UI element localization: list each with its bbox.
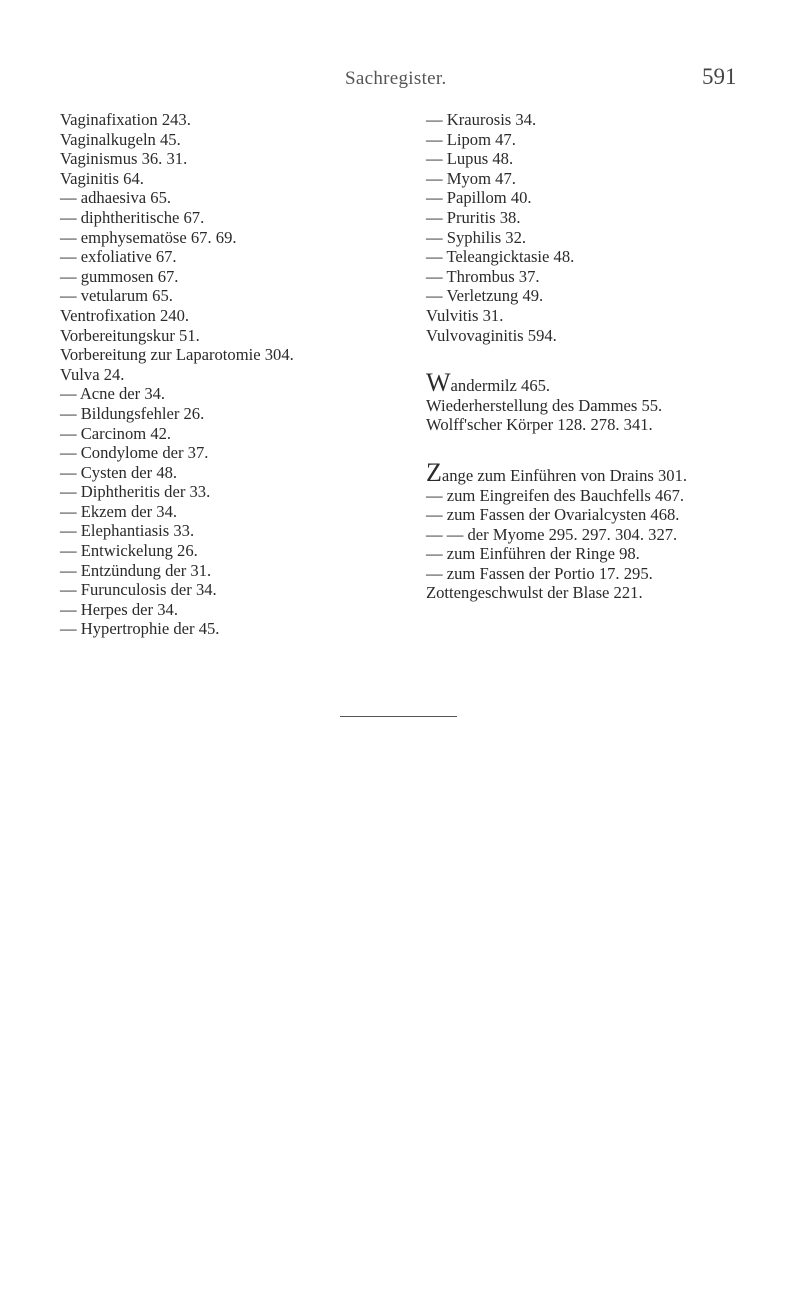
index-subentry: — Kraurosis 34. [426, 110, 537, 129]
index-subentry: — diphtheritische 67. [60, 207, 205, 227]
index-subentry: — Entwickelung 26. [60, 541, 198, 561]
index-subentry: — Thrombus 37. [426, 266, 540, 286]
index-subentry: — — der Myome 295. 297. 304. 327. [426, 524, 678, 544]
index-subentry: — Teleangicktasie 48. [426, 247, 575, 267]
index-subentry: — gummosen 67. [60, 266, 179, 286]
index-entry: Vorbereitungskur 51. [60, 325, 200, 345]
running-header: Sachregister. [345, 68, 447, 89]
index-entry: Vaginalkugeln 45. [60, 129, 181, 149]
index-subentry: — vetularum 65. [60, 286, 173, 306]
index-subentry: — Syphilis 32. [426, 227, 527, 247]
index-subentry: — Lupus 48. [426, 149, 514, 169]
index-entry: Vaginitis 64. [60, 168, 144, 188]
index-entry: Vulvovaginitis 594. [426, 325, 557, 345]
index-subentry: — emphysematöse 67. 69. [60, 227, 237, 247]
section-initial-z: Z [426, 457, 442, 487]
index-subentry: — Elephantiasis 33. [60, 521, 195, 541]
index-subentry: — exfoliative 67. [60, 247, 177, 267]
index-column-left [60, 110, 390, 639]
index-subentry: — zum Einführen der Ringe 98. [426, 544, 640, 564]
index-entry: Wiederherstellung des Dammes 55. [426, 395, 663, 415]
index-entry: Vulvitis 31. [426, 305, 504, 325]
index-subentry: — Entzündung der 31. [60, 560, 212, 580]
index-entry-w-first [426, 368, 776, 398]
index-subentry: — zum Fassen der Portio 17. 295. [426, 563, 653, 583]
index-subentry: — Acne der 34. [60, 384, 166, 404]
index-subentry: — adhaesiva 65. [60, 188, 172, 208]
index-subentry: — Cysten der 48. [60, 462, 178, 482]
index-subentry: — Verletzung 49. [426, 286, 544, 306]
section-gap [426, 345, 776, 373]
section-initial-w: W [426, 368, 451, 398]
index-subentry: — Lipom 47. [426, 129, 516, 149]
index-entry-text: ange zum Einführen von Drains 301. [441, 465, 688, 485]
index-subentry: — Hypertrophie der 45. [60, 619, 220, 639]
index-entry: Ventrofixation 240. [60, 305, 190, 325]
index-column-right [426, 110, 776, 603]
index-subentry: — Diphtheritis der 33. [60, 482, 211, 502]
index-subentry: — Bildungsfehler 26. [60, 403, 205, 423]
index-subentry: — Condylome der 37. [60, 443, 209, 463]
index-entry-z-first [426, 457, 776, 487]
index-subentry: — Herpes der 34. [60, 599, 178, 619]
index-subentry: — Myom 47. [426, 168, 516, 188]
index-subentry: — Papillom 40. [426, 188, 532, 208]
index-entry: Vulva 24. [60, 364, 125, 384]
section-gap [426, 435, 776, 463]
index-subentry: — zum Fassen der Ovarialcysten 468. [426, 505, 680, 525]
page-number: 591 [702, 64, 737, 89]
index-subentry: — Furunculosis der 34. [60, 580, 217, 600]
index-subentry: — Carcinom 42. [60, 423, 172, 443]
index-entry: Vorbereitung zur Laparotomie 304. [60, 345, 294, 365]
index-entry: Zottengeschwulst der Blase 221. [426, 583, 643, 603]
index-entry: Vaginismus 36. 31. [60, 149, 188, 169]
index-entry: Wolff'scher Körper 128. 278. 341. [426, 415, 653, 435]
index-entry-text: andermilz 465. [450, 376, 551, 396]
index-subentry: — Pruritis 38. [426, 207, 521, 227]
index-subentry: — zum Eingreifen des Bauchfells 467. [426, 485, 685, 505]
end-rule [340, 716, 457, 717]
index-entry: Vaginafixation 243. [60, 110, 191, 129]
index-subentry: — Ekzem der 34. [60, 501, 178, 521]
